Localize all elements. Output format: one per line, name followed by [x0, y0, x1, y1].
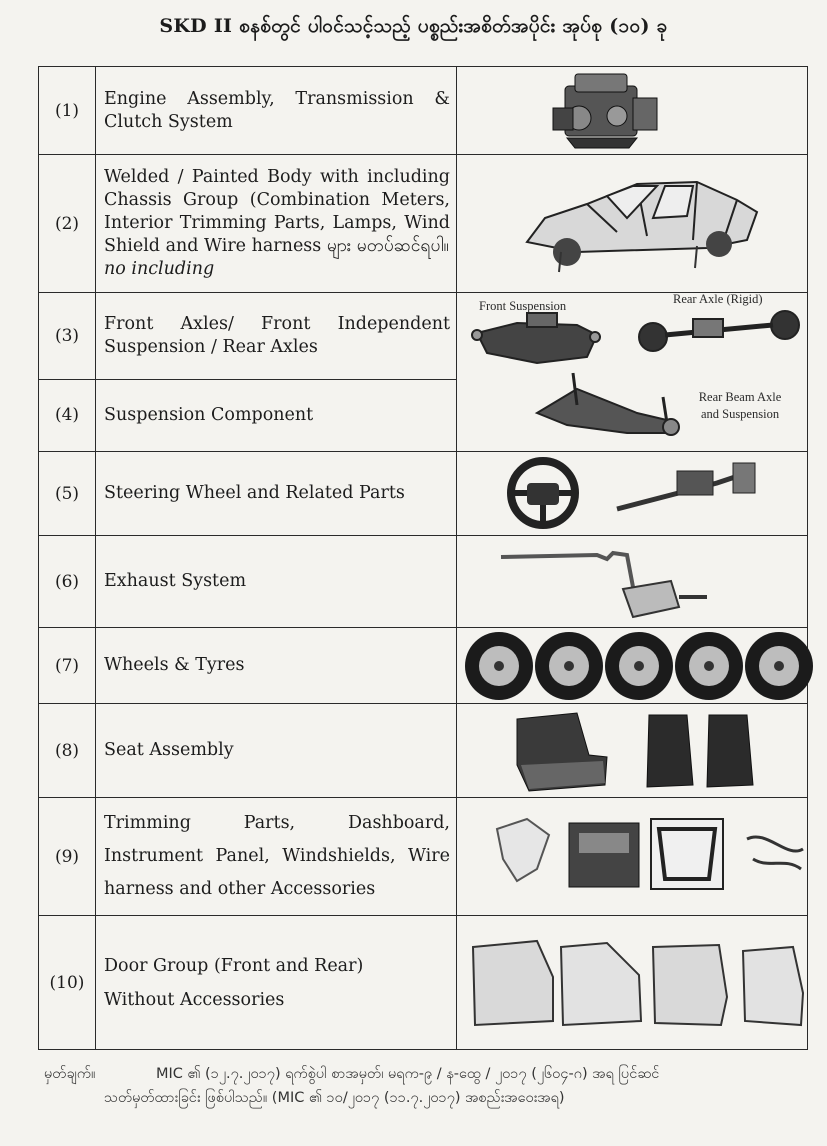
engine-image — [457, 67, 808, 155]
car-body-image — [457, 155, 808, 293]
row-description: Exhaust System — [96, 536, 457, 628]
table-row — [39, 798, 808, 916]
footer-line-1: MIC ၏ (၁၂.၇.၂၀၁၇) ရက်စွဲပါ စာအမှတ်၊ မရက-၉ / န-ထွေ / ၂၀၁၇ (၂၆၀၄-ဂ) အရ ပြင်ဆင် — [156, 1066, 660, 1082]
table-row — [39, 67, 808, 155]
footer-line-2: သတ်မှတ်ထားခြင်း ဖြစ်ပါသည်။ (MIC ၏ ၁၀/၂၀၁၇ (၁၁.၇.၂၀၁၇) အစည်းအဝေးအရ) — [104, 1090, 565, 1106]
doors-image — [457, 916, 808, 1050]
caption-rear-beam-axle: Rear Beam Axle and Suspension — [698, 390, 782, 421]
row-number: (5) — [39, 452, 96, 536]
wheels-image — [457, 628, 808, 704]
footer-label: မှတ်ချက်။ — [44, 1066, 96, 1082]
parts-table — [38, 66, 808, 1050]
row-description: Trimming Parts, Dashboard, Instrument Panel, Windshields, Wire harness and other Accessories — [96, 798, 457, 916]
row-number: (4) — [39, 379, 96, 451]
caption-rear-axle: Rear Axle (Rigid) — [673, 292, 763, 306]
table-row — [39, 293, 808, 380]
row-number: (10) — [39, 916, 96, 1050]
table-row — [39, 916, 808, 1050]
handwritten-note: no including — [104, 259, 215, 279]
row-description: Suspension Component — [96, 379, 457, 451]
table-row — [39, 704, 808, 798]
table-row — [39, 155, 808, 293]
row-description: Front Axles/ Front Independent Suspension / Rear Axles — [96, 293, 457, 380]
row-description: Welded / Painted Body with including Chassis Group (Combination Meters, Interior Trimming Parts, Lamps, Wind Shield and Wire harness များ မတပ်ဆင်ရပါ။ no including — [96, 155, 457, 293]
row-description: Steering Wheel and Related Parts — [96, 452, 457, 536]
row-description: Wheels & Tyres — [96, 628, 457, 704]
row-number: (8) — [39, 704, 96, 798]
table-row — [39, 628, 808, 704]
suspension-image — [457, 293, 808, 452]
table-row — [39, 452, 808, 536]
exhaust-image — [457, 536, 808, 628]
page-title: SKD II စနစ်တွင် ပါဝင်သင့်သည့် ပစ္စည်းအစိတ်အပိုင်း အုပ်စု (၁၀) ခု — [159, 15, 668, 37]
row-number: (6) — [39, 536, 96, 628]
table-row — [39, 536, 808, 628]
row-description: Seat Assembly — [96, 704, 457, 798]
row-description: Door Group (Front and Rear) Without Accessories — [96, 916, 457, 1050]
row-number: (3) — [39, 293, 96, 380]
row-number: (7) — [39, 628, 96, 704]
row-description: Engine Assembly, Transmission & Clutch System — [96, 67, 457, 155]
row-number: (9) — [39, 798, 96, 916]
steering-image — [457, 452, 808, 536]
caption-front-suspension: Front Suspension — [479, 299, 567, 313]
seats-image — [457, 704, 808, 798]
trimming-image — [457, 798, 808, 916]
row-number: (2) — [39, 155, 96, 293]
row-number: (1) — [39, 67, 96, 155]
